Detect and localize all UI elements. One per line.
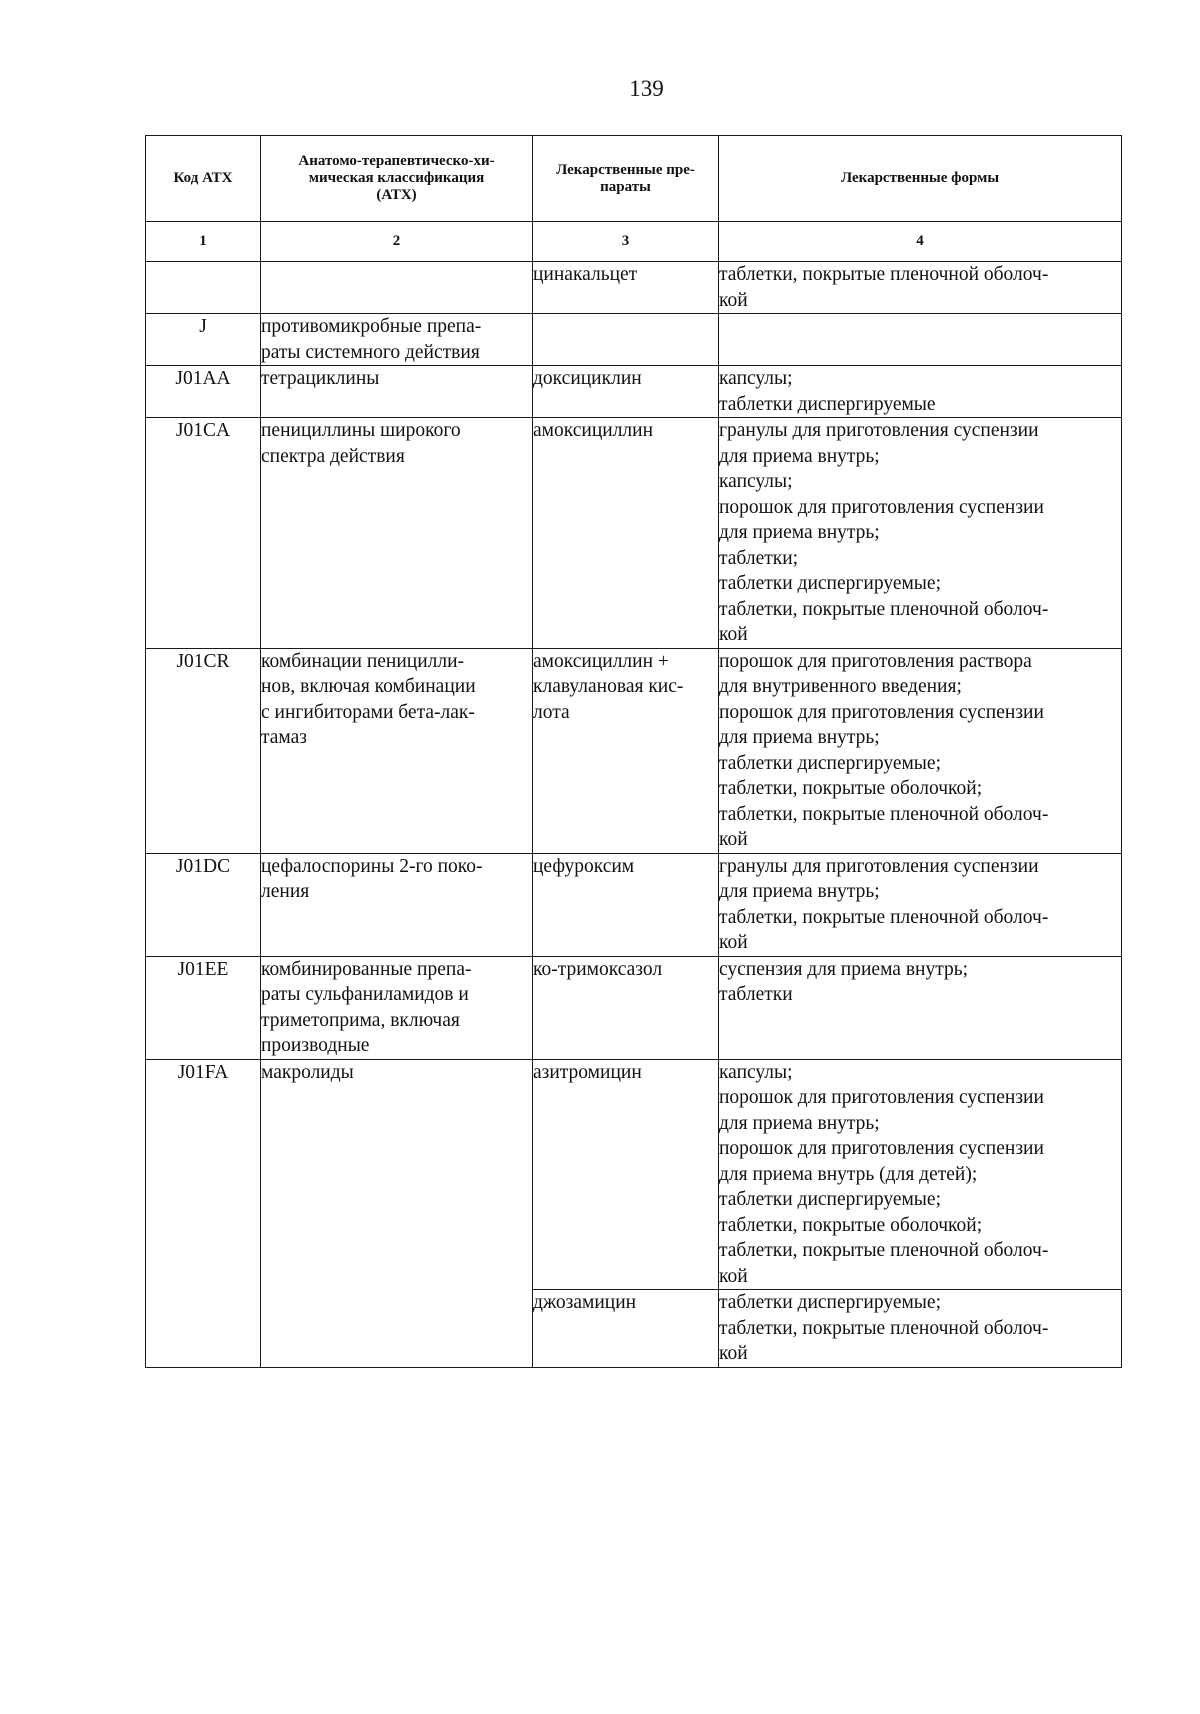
drug-line: амоксициллин xyxy=(533,420,654,441)
classification-line: нов, включая комбинации xyxy=(261,676,476,697)
dosage-form-line: таблетки, покрытые пленочной оболоч- xyxy=(719,264,1049,285)
dosage-forms-cell xyxy=(719,366,1122,418)
atx-code-cell xyxy=(146,853,261,956)
table-row xyxy=(146,418,1122,649)
classification-cell xyxy=(261,314,533,366)
dosage-form-line: порошок для приготовления суспензии xyxy=(719,1087,1044,1108)
dosage-form-line: для приема внутрь; xyxy=(719,1112,880,1134)
drug-line: ко-тримоксазол xyxy=(533,958,663,980)
classification-cell xyxy=(261,956,533,1059)
classification-cell xyxy=(261,262,533,314)
dosage-form-line: кой xyxy=(719,829,748,850)
classification-line: комбинированные препа- xyxy=(261,958,472,980)
header-drug-line: Лекарственные пре- xyxy=(556,161,695,178)
classification-cell xyxy=(261,366,533,418)
dosage-form-line: порошок для приготовления суспензии xyxy=(719,496,1044,518)
page-number: 139 xyxy=(629,76,664,101)
table-header-row xyxy=(146,136,1122,222)
header-code xyxy=(146,136,261,222)
column-number: 4 xyxy=(719,222,1122,262)
dosage-form-line: таблетки, покрытые оболочкой; xyxy=(719,778,983,799)
table-row xyxy=(146,1059,1122,1290)
table-row xyxy=(146,366,1122,418)
dosage-forms-cell xyxy=(719,314,1122,366)
dosage-form-line: гранулы для приготовления суспензии xyxy=(719,855,1039,877)
dosage-form-line: для приема внутрь; xyxy=(719,881,880,902)
header-classification-line: Анатомо-терапевтическо-хи- xyxy=(298,153,495,169)
drug-line: доксициклин xyxy=(533,368,642,389)
classification-line: тамаз xyxy=(261,727,307,748)
dosage-forms-cell xyxy=(719,262,1122,314)
dosage-form-line: порошок для приготовления суспензии xyxy=(719,1138,1044,1159)
header-forms xyxy=(719,136,1122,222)
dosage-form-line: таблетки диспергируемые; xyxy=(719,1292,941,1313)
dosage-form-line: суспензия для приема внутрь; xyxy=(719,958,969,980)
dosage-form-line: капсулы; xyxy=(719,368,793,389)
drug-cell xyxy=(533,262,719,314)
dosage-form-line: для приема внутрь; xyxy=(719,522,880,543)
header-drug xyxy=(533,136,719,222)
atx-code: J01DC xyxy=(175,855,231,877)
header-classification-line: мическая классификация xyxy=(308,170,485,186)
column-number: 1 xyxy=(146,222,261,262)
dosage-form-line: капсулы; xyxy=(719,1061,793,1083)
column-number: 2 xyxy=(261,222,533,262)
drug-line: джозамицин xyxy=(533,1292,637,1313)
atx-table xyxy=(145,135,1122,1368)
dosage-form-line: для приема внутрь; xyxy=(719,445,880,467)
drug-cell xyxy=(533,956,719,1059)
drug-cell xyxy=(533,1059,719,1290)
classification-cell xyxy=(261,853,533,956)
table-row xyxy=(146,314,1122,366)
drug-line: азитромицин xyxy=(533,1061,642,1083)
header-drug-line: параты xyxy=(600,178,651,195)
dosage-forms-cell xyxy=(719,1290,1122,1368)
table-row xyxy=(146,262,1122,314)
classification-line: производные xyxy=(261,1035,370,1056)
classification-line: противомикробные препа- xyxy=(261,316,482,337)
classification-cell xyxy=(261,418,533,649)
dosage-form-line: для приема внутрь (для детей); xyxy=(719,1163,978,1185)
header-forms-line: Лекарственные формы xyxy=(840,170,1000,186)
classification-line: триметоприма, включая xyxy=(261,1009,460,1031)
dosage-form-line: гранулы для приготовления суспензии xyxy=(719,420,1039,441)
dosage-form-line: кой xyxy=(719,289,748,311)
classification-line: спектра действия xyxy=(261,445,405,467)
dosage-forms-cell xyxy=(719,1059,1122,1290)
dosage-form-line: кой xyxy=(719,624,748,645)
classification-line: тетрациклины xyxy=(261,368,380,389)
atx-code: J01FA xyxy=(177,1061,229,1083)
table-row xyxy=(146,853,1122,956)
drug-line: цинакальцет xyxy=(533,264,638,285)
atx-code-cell xyxy=(146,956,261,1059)
dosage-form-line: таблетки; xyxy=(719,547,799,569)
atx-code-cell xyxy=(146,366,261,418)
dosage-form-line: порошок для приготовления раствора xyxy=(719,650,1032,672)
dosage-forms-cell xyxy=(719,853,1122,956)
drug-line: лота xyxy=(533,701,570,723)
drug-line: амоксициллин + xyxy=(533,650,669,672)
atx-code-cell xyxy=(146,1059,261,1367)
dosage-form-line: таблетки, покрытые пленочной оболоч- xyxy=(719,1240,1049,1261)
dosage-form-line: таблетки диспергируемые; xyxy=(719,752,941,774)
dosage-forms-cell xyxy=(719,418,1122,649)
atx-code: J01CA xyxy=(175,420,231,441)
drug-cell xyxy=(533,366,719,418)
atx-code-cell xyxy=(146,314,261,366)
classification-line: с ингибиторами бета-лак- xyxy=(261,701,475,723)
dosage-form-line: кой xyxy=(719,1343,748,1364)
dosage-form-line: таблетки диспергируемые; xyxy=(719,573,941,594)
table-body xyxy=(146,262,1122,1368)
table-row xyxy=(146,648,1122,853)
atx-code: J xyxy=(199,316,207,337)
classification-cell xyxy=(261,648,533,853)
drug-cell xyxy=(533,648,719,853)
dosage-form-line: таблетки, покрытые пленочной оболоч- xyxy=(719,803,1049,825)
header-classification xyxy=(261,136,533,222)
dosage-form-line: таблетки, покрытые пленочной оболоч- xyxy=(719,598,1049,620)
dosage-form-line: таблетки диспергируемые; xyxy=(719,1189,941,1210)
dosage-form-line: кой xyxy=(719,1265,748,1287)
classification-line: раты сульфаниламидов и xyxy=(261,984,469,1005)
drug-cell xyxy=(533,314,719,366)
dosage-forms-cell xyxy=(719,956,1122,1059)
dosage-form-line: таблетки xyxy=(719,984,793,1005)
atx-code: J01AA xyxy=(175,368,231,389)
classification-line: макролиды xyxy=(261,1061,354,1083)
column-number: 3 xyxy=(533,222,719,262)
dosage-form-line: для приема внутрь; xyxy=(719,727,880,748)
classification-line: раты системного действия xyxy=(261,341,480,363)
drug-line: цефуроксим xyxy=(533,855,635,877)
header-classification-line: (АТХ) xyxy=(376,187,417,203)
dosage-form-line: кой xyxy=(719,932,748,953)
dosage-form-line: таблетки, покрытые пленочной оболоч- xyxy=(719,1317,1049,1339)
classification-cell xyxy=(261,1059,533,1367)
dosage-form-line: порошок для приготовления суспензии xyxy=(719,701,1044,723)
dosage-form-line: таблетки, покрытые оболочкой; xyxy=(719,1214,983,1236)
atx-code-cell xyxy=(146,418,261,649)
header-code-line: Код АТХ xyxy=(173,170,233,186)
dosage-form-line: для внутривенного введения; xyxy=(719,676,962,697)
atx-code-cell xyxy=(146,648,261,853)
classification-line: цефалоспорины 2-го поко- xyxy=(261,855,483,877)
dosage-form-line: таблетки, покрытые пленочной оболоч- xyxy=(719,906,1049,928)
classification-line: комбинации пеницилли- xyxy=(261,650,465,672)
column-number-row xyxy=(146,222,1122,262)
drug-cell xyxy=(533,1290,719,1368)
drug-cell xyxy=(533,853,719,956)
drug-line: клавулановая кис- xyxy=(533,676,684,697)
atx-code: J01EE xyxy=(177,958,229,980)
drug-cell xyxy=(533,418,719,649)
table-row xyxy=(146,956,1122,1059)
atx-code-cell xyxy=(146,262,261,314)
classification-line: пенициллины широкого xyxy=(261,420,461,441)
dosage-form-line: таблетки диспергируемые xyxy=(719,393,936,415)
atx-code: J01CR xyxy=(176,650,230,672)
dosage-form-line: капсулы; xyxy=(719,471,793,492)
classification-line: ления xyxy=(261,881,310,902)
dosage-forms-cell xyxy=(719,648,1122,853)
